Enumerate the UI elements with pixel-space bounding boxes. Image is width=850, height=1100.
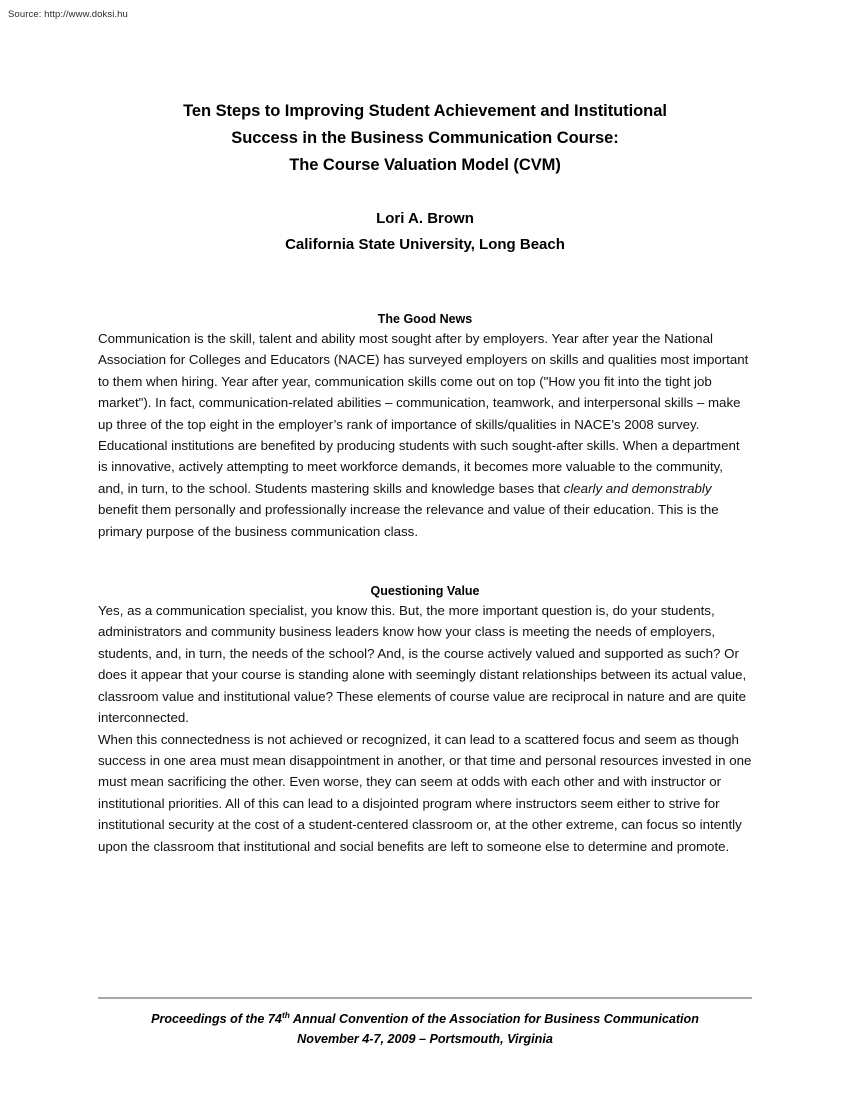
section-heading-questioning-value: Questioning Value (370, 584, 480, 599)
paragraph-questioning-2 (98, 729, 752, 857)
body-text: When this connectedness is not achieved or recognized, it can lead to a scattered focus and seem as though success in one area must mean disappointment in another, or that time and personal resources invested in one must mean sacrificing the other. Even worse, they can seem at odds with each other and with instructor or institutional priorities. All of this can lead to a disjointed program where instructors seem either to strive for institutional security at the cost of a student-centered classroom or, at the other extreme, can focus so intently upon the classroom that institutional and social benefits are left to someone else to determine and promote. (98, 731, 752, 854)
title-line-1: Ten Steps to Improving Student Achievement and Institutional (183, 102, 667, 120)
footer-line-1 (98, 1009, 752, 1029)
footer-proceedings-text: Proceedings of the 74 (151, 1012, 282, 1026)
body-text: Educational institutions are benefited by producing students with such sought-after skills. When a department is innovative, actively attempting to meet workforce demands, it becomes more valuable to the community, and, in turn, to the school. Students mastering skills and knowledge bases that (98, 438, 740, 496)
paragraph-good-news-1 (98, 328, 752, 435)
footer-ordinal-suffix: th (281, 1009, 290, 1020)
page-title (98, 98, 752, 179)
footer (98, 1009, 752, 1049)
author-name: Lori A. Brown (376, 210, 474, 227)
body-text: benefit them personally and professionally increase the relevance and value of their education. This is the primary purpose of the business communication class. (98, 502, 719, 539)
title-line-2: Success in the Business Communication Course: (231, 129, 619, 147)
paragraph-good-news-2 (98, 435, 752, 542)
section-heading-good-news: The Good News (377, 312, 473, 326)
footer-divider (98, 997, 752, 999)
emphasis-text: clearly and demonstrably (563, 480, 712, 496)
body-text: Yes, as a communication specialist, you know this. But, the more important question is, do your students, administrators and community business leaders know how your class is meeting the needs of employers, students, and, in turn, the needs of the school? And, is the course actively valued and supported as such? Or does it appear that your course is standing alone with seemingly distant relationships between its actual value, classroom value and institutional value? These elements of course value are reciprocal in nature and are quite interconnected. (98, 603, 747, 726)
author-affiliation: California State University, Long Beach (285, 236, 565, 253)
body-text: Communication is the skill, talent and ability most sought after by employers. Year after year the National Association for Colleges and Educators (NACE) has surveyed employers on skills and qualities most important to them when hiring. Year after year, communication skills come out on top ("How you fit into the tight job market"). In fact, communication-related abilities – communication, teamwork, and interpersonal skills – make up three of the top eight in the employer’s rank of importance of skills/qualities in NACE’s 2008 survey. (98, 331, 749, 432)
source-watermark: Source: http://www.doksi.hu (8, 9, 128, 20)
footer-convention-text: Annual Convention of the Association for Business Communication (289, 1012, 699, 1026)
document-content (98, 0, 752, 857)
paragraph-questioning-1 (98, 600, 752, 728)
title-line-3: The Course Valuation Model (CVM) (289, 156, 561, 174)
author-block (98, 206, 752, 258)
footer-line-2: November 4-7, 2009 – Portsmouth, Virginia (297, 1032, 553, 1046)
